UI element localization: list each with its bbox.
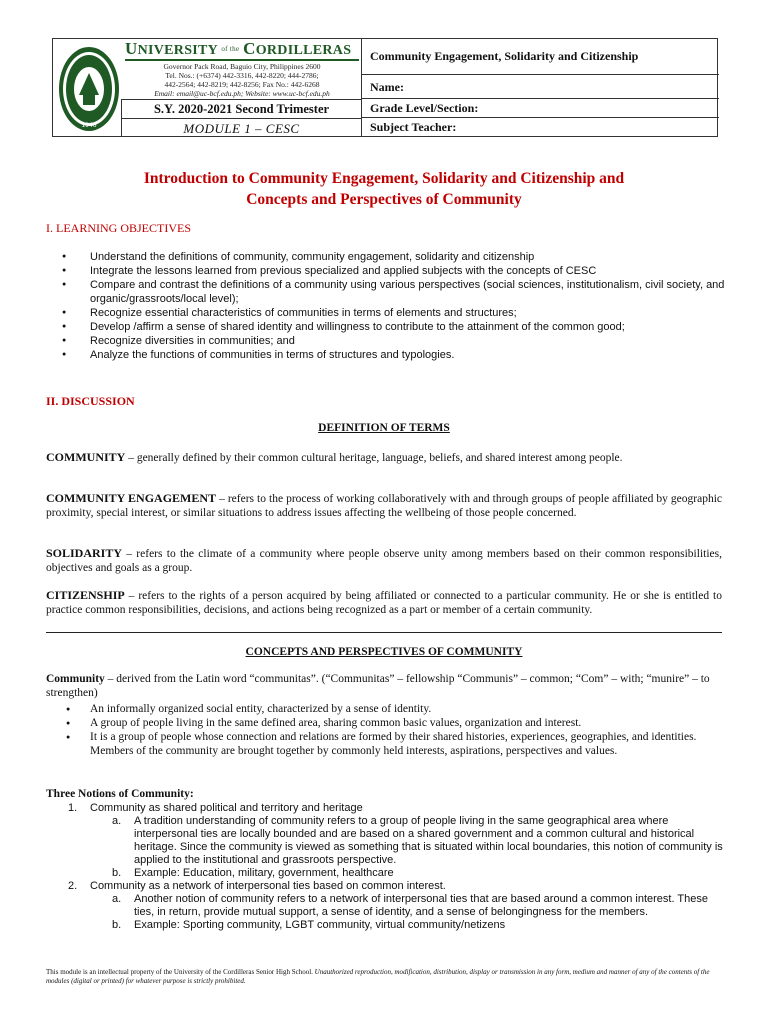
term: COMMUNITY: [46, 450, 126, 464]
module-label: MODULE 1 – CESC: [121, 118, 361, 137]
term: SOLIDARITY: [46, 546, 123, 560]
learning-objectives-list: [62, 250, 726, 362]
university-letterhead: [125, 41, 359, 99]
subject-teacher-field[interactable]: Subject Teacher:: [370, 120, 457, 134]
list-item: ● Compare and contrast the definitions of a community using various perspectives (social sciences, institutionalism, civil society, and organic/grassroots/local level);: [62, 278, 726, 306]
learning-objectives-heading: I. LEARNING OBJECTIVES: [46, 221, 191, 235]
notion-item: 2. Community as a network of interpersonal ties based on common interest.: [68, 880, 446, 892]
community-points-list: [66, 702, 722, 758]
notion-subitem: b. Example: Education, military, government, healthcare: [112, 867, 394, 879]
definition-citizenship: CITIZENSHIP – refers to the rights of a person acquired by being affiliated or connected to a particular community. He or she is entitled to practice common responsibilities, decisions, and actions being recognized as a part or member of a certain community.: [46, 588, 722, 616]
list-item: ● Understand the definitions of community, community engagement, solidarity and citizenship: [62, 250, 726, 264]
svg-text:1946: 1946: [81, 122, 97, 129]
definition-solidarity: SOLIDARITY – refers to the climate of a community where people observe unity among members based on their common responsibilities, objectives and goals as a group.: [46, 546, 722, 574]
subject-title: Community Engagement, Solidarity and Citizenship: [362, 39, 719, 75]
term: COMMUNITY ENGAGEMENT: [46, 491, 217, 505]
list-item: ● It is a group of people whose connection and relations are formed by their shared histories, experiences, geographies, and identities. Members of the community are brought together by commonly held interests, aspirations, perspectives and values.: [66, 730, 722, 758]
letterhead-rule: [125, 59, 359, 61]
term: CITIZENSHIP: [46, 588, 125, 602]
module-title: Introduction to Community Engagement, Solidarity and Citizenship and Concepts and Perspectives of Community: [143, 170, 625, 208]
university-seal-logo: [57, 43, 121, 133]
concepts-heading: CONCEPTS AND PERSPECTIVES OF COMMUNITY: [245, 646, 523, 658]
definition-community-engagement: COMMUNITY ENGAGEMENT – refers to the process of working collaboratively with and through groups of people affiliated by geographic proximity, special interest, or similar situations to address issues affecting the wellbeing of those people concerned.: [46, 491, 723, 519]
list-item: ● Recognize essential characteristics of communities in terms of elements and structures;: [62, 306, 726, 320]
notion-subitem: b. Example: Sporting community, LGBT community, virtual community/netizens: [112, 919, 506, 931]
definition-community: COMMUNITY – generally defined by their common cultural heritage, language, beliefs, and shared interest among people.: [46, 450, 623, 464]
university-address: Governor Pack Road, Baguio City, Philippines 2600 Tel. Nos.: (+6374) 442-3316, 442-8220; 444-2786; 442-2564; 442-8219; 442-8256; Fax No.: 442-6268 Email: email@uc-bcf.edu.ph; Website: www.uc-bcf.edu.ph: [154, 62, 330, 98]
university-name: UNIVERSITY $^{of the}$ CORDILLERAS: [125, 39, 352, 58]
school-year: S.Y. 2020-2021 Second Trimester: [121, 99, 361, 118]
copyright-footer: This module is an intellectual property of the University of the Cordilleras Senior High School. Unauthorized reproduction, modification, distribution, display or transmission in any form, medium and manner of any of the contents of the modules (digital or printed) for whatever purpose is strictly prohibited.: [46, 968, 710, 985]
notion-subitem: a. A tradition understanding of community refers to a group of people living in the same geographical area where interpersonal ties are locally bounded and are based on a shared government and a common cultural and historical heritage. Since the community is viewed as something that is situated within local boundaries, this notion of community is applied to the institutional and grassroots perspective.: [112, 815, 723, 866]
notion-item: 1. Community as shared political and territory and heritage: [68, 802, 363, 814]
list-item: ● Analyze the functions of communities in terms of structures and typologies.: [62, 348, 726, 362]
three-notions-heading: Three Notions of Community:: [46, 788, 194, 800]
notion-subitem: a. Another notion of community refers to a network of interpersonal ties that are based around a common interest. These ties, in return, provide mutual support, a sense of identity, and a sense of belongingness for the members.: [112, 893, 708, 918]
grade-level-field[interactable]: Grade Level/Section:: [362, 99, 719, 118]
list-item: ● Recognize diversities in communities; and: [62, 334, 726, 348]
module-header: [52, 38, 718, 137]
list-item: ● Integrate the lessons learned from previous specialized and applied subjects with the concepts of CESC: [62, 264, 726, 278]
community-etymology: Community – derived from the Latin word “communitas”. (“Communitas” – fellowship “Communis” – common; “Com” – with; “munire” – to strengthen): [46, 673, 710, 699]
list-item: ● A group of people living in the same defined area, sharing common basic values, organization and interest.: [66, 716, 722, 730]
definition-of-terms-heading: DEFINITION OF TERMS: [318, 422, 450, 434]
notions-list: [46, 802, 726, 932]
list-item: ● An informally organized social entity, characterized by a sense of identity.: [66, 702, 722, 716]
list-item: ● Develop /affirm a sense of shared identity and willingness to contribute to the attainment of the common good;: [62, 320, 726, 334]
name-field[interactable]: Name:: [362, 75, 719, 99]
section-divider: [46, 632, 722, 633]
discussion-heading: II. DISCUSSION: [46, 394, 135, 408]
